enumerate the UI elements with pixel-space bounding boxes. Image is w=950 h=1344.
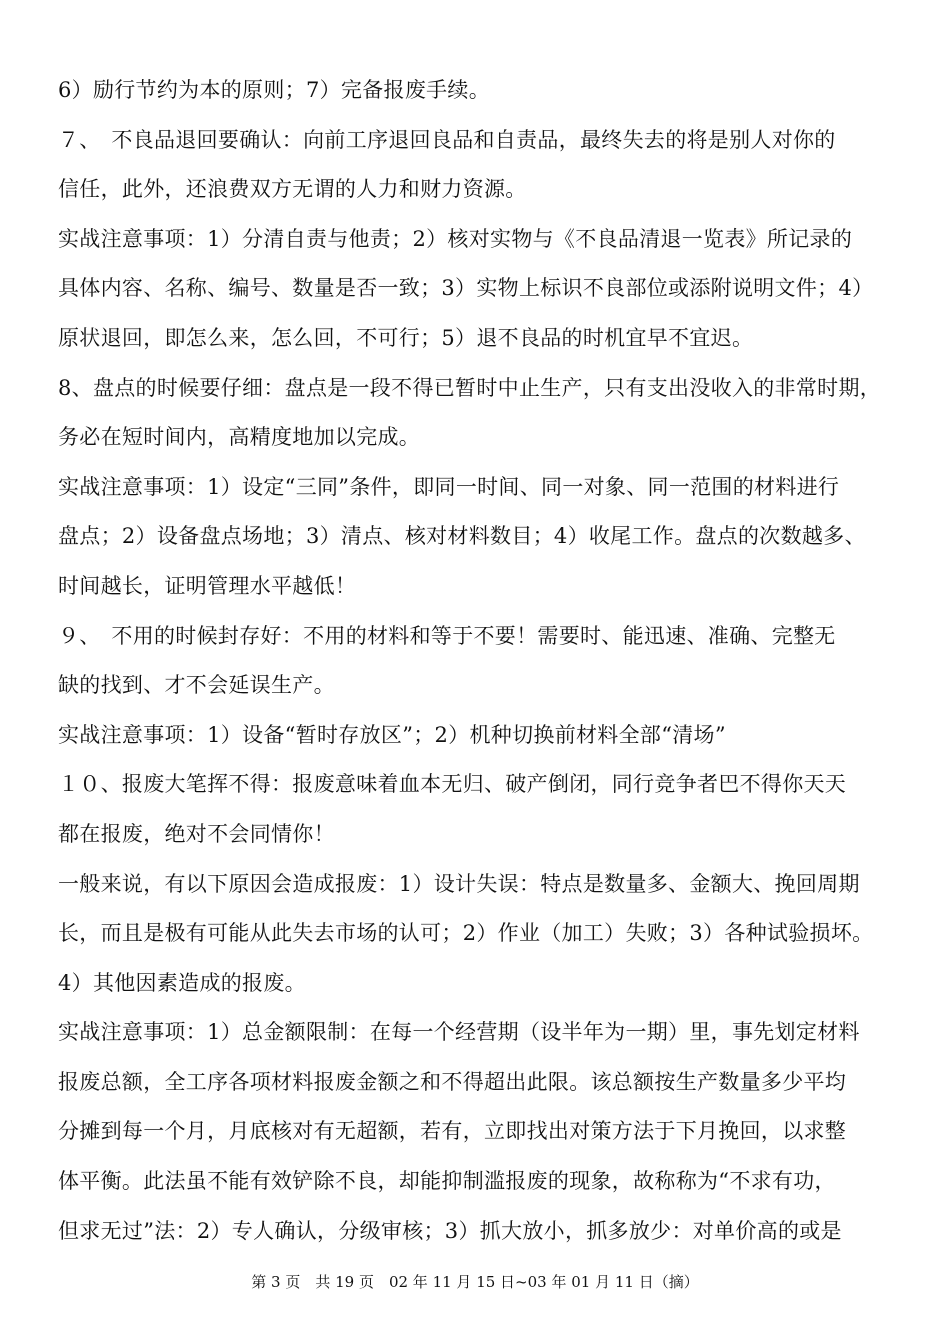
text-line: 实战注意事项：1）设备“暂时存放区”；2）机种切换前材料全部“清场”	[58, 722, 726, 747]
text-line: 信任，此外，还浪费双方无谓的人力和财力资源。	[58, 177, 527, 202]
text-line: 缺的找到、才不会延误生产。	[58, 673, 335, 698]
text-line: 实战注意事项：1）设定“三同”条件，即同一时间、同一对象、同一范围的材料进行	[58, 474, 840, 499]
text-line: 实战注意事项：1）分清自责与他责；2）核对实物与《不良品清退一览表》所记录的	[58, 226, 853, 251]
text-line: 都在报废，绝对不会同情你！	[58, 821, 335, 846]
text-line: 体平衡。此法虽不能有效铲除不良，却能抑制滥报废的现象，故称称为“不求有功，	[58, 1169, 836, 1194]
text-line: ９、 不用的时候封存好：不用的材料和等于不要！需要时、能迅速、准确、完整无	[58, 623, 836, 648]
text-line: 一般来说，有以下原因会造成报废：1）设计失误：特点是数量多、金额大、挽回周期	[58, 871, 860, 896]
text-line: 8、盘点的时候要仔细：盘点是一段不得已暂时中止生产，只有支出没收入的非常时期，	[58, 375, 882, 400]
text-line: ７、 不良品退回要确认：向前工序退回良品和自责品，最终失去的将是别人对你的	[58, 127, 836, 152]
text-line: 时间越长，证明管理水平越低！	[58, 573, 357, 598]
text-line: 但求无过”法：2）专人确认，分级审核；3）抓大放小，抓多放少：对单价高的或是	[58, 1218, 842, 1243]
text-line: 报废总额，全工序各项材料报废金额之和不得超出此限。该总额按生产数量多少平均	[58, 1069, 847, 1094]
text-line: 务必在短时间内，高精度地加以完成。	[58, 425, 421, 450]
text-line: 4）其他因素造成的报废。	[58, 970, 306, 995]
text-line: 原状退回，即怎么来，怎么回，不可行；5）退不良品的时机宜早不宜迟。	[58, 325, 754, 350]
text-line: 分摊到每一个月，月底核对有无超额，若有，立即找出对策方法于下月挽回，以求整	[58, 1119, 847, 1144]
text-line: 长，而且是极有可能从此失去市场的认可；2）作业（加工）失败；3）各种试验损坏。	[58, 921, 874, 946]
text-line: 实战注意事项：1）总金额限制：在每一个经营期（设半年为一期）里，事先划定材料	[58, 1020, 860, 1045]
document-body	[58, 66, 893, 1256]
text-line: 6）励行节约为本的原则；7）完备报废手续。	[58, 78, 491, 102]
page-footer: 第 3 页 共 19 页 02 年 11 月 15 日~03 年 01 月 11 日（摘）	[251, 1273, 699, 1291]
text-line: 盘点；2）设备盘点场地；3）清点、核对材料数目；4）收尾工作。盘点的次数越多、	[58, 524, 866, 549]
text-line: 具体内容、名称、编号、数量是否一致；3）实物上标识不良部位或添附说明文件；4）	[58, 276, 874, 301]
text-line: １０、报废大笔挥不得：报废意味着血本无归、破产倒闭，同行竞争者巴不得你天天	[58, 772, 847, 797]
